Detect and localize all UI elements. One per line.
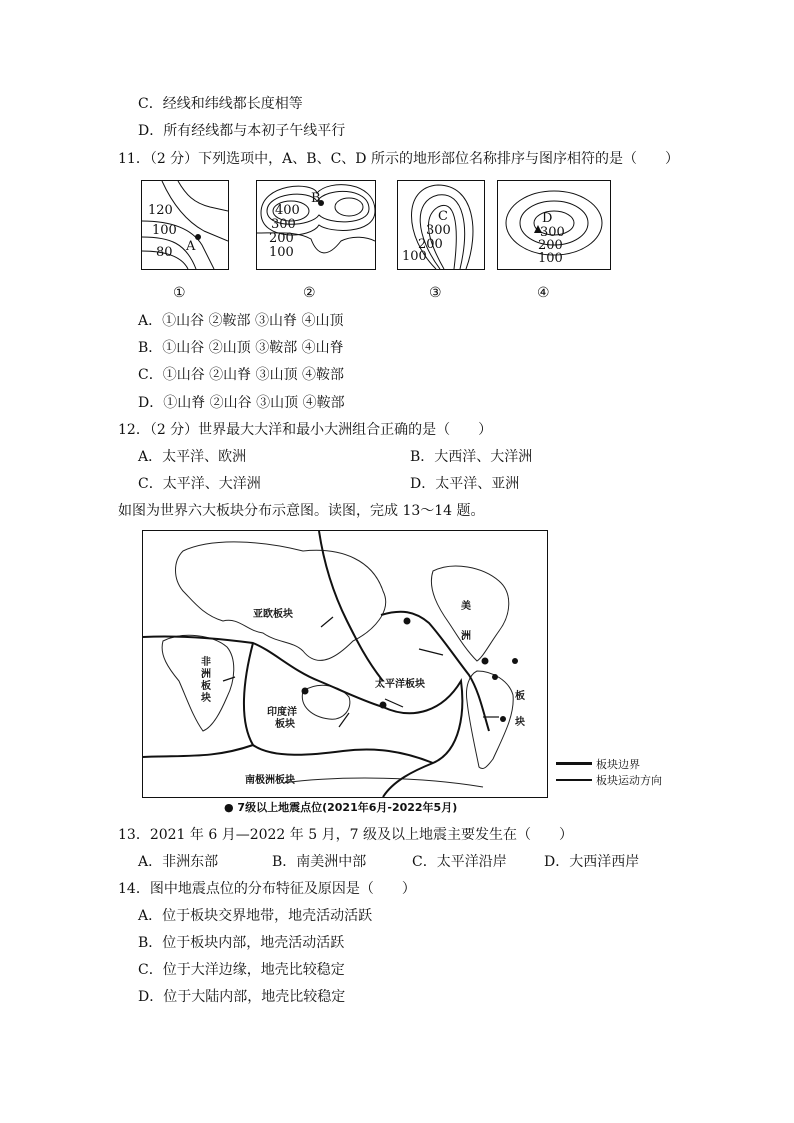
fig4-contour-100: 100 — [538, 251, 563, 266]
contour-figure-3 — [397, 180, 485, 270]
legend-boundary-label: 板块边界 — [596, 758, 640, 771]
q12-option-a: A．太平洋、欧洲 — [138, 449, 247, 465]
q14-option-b: B．位于板块内部，地壳活动活跃 — [138, 935, 345, 951]
q14-stem: 14．图中地震点位的分布特征及原因是（ ） — [118, 881, 416, 897]
african-plate-label-2: 洲 — [201, 669, 211, 680]
q12-option-b: B．大西洋、大洋洲 — [410, 449, 533, 465]
legend-motion-label: 板块运动方向 — [596, 774, 662, 787]
q11-stem: 11．（2 分）下列选项中，A、B、C、D 所示的地形部位名称排序与图序相符的是（ ） — [118, 151, 679, 167]
fig1-contour-80: 80 — [156, 245, 173, 260]
fig3-contour-300: 300 — [426, 223, 451, 238]
american-plate-label-4: 块 — [515, 717, 525, 728]
q13-option-a: A．非洲东部 — [138, 854, 219, 870]
q10-option-c: C．经线和纬线都长度相等 — [138, 96, 303, 112]
figure-label-3: ③ — [429, 285, 442, 301]
fig3-contour-200: 200 — [418, 237, 443, 252]
american-plate-label-3: 板 — [515, 691, 525, 702]
fig2-contour-200: 200 — [269, 231, 294, 246]
antarctic-plate-label: 南极洲板块 — [245, 775, 295, 786]
q13-stem: 13．2021 年 6 月—2022 年 5 月，7 级及以上地震主要发生在（ ） — [118, 827, 573, 843]
legend-motion-arrow — [556, 779, 592, 781]
q13-option-c: C．太平洋沿岸 — [412, 854, 507, 870]
q11-option-a: A．①山谷 ②鞍部 ③山脊 ④山顶 — [138, 313, 344, 329]
fig2-contour-100: 100 — [269, 245, 294, 260]
fig2-contour-400: 400 — [275, 203, 300, 218]
q13-option-b: B．南美洲中部 — [272, 854, 367, 870]
q12-option-d: D．太平洋、亚洲 — [410, 476, 520, 492]
indian-plate-label-2: 板块 — [275, 719, 295, 730]
fig4-contour-300: 300 — [540, 225, 565, 240]
q10-option-d: D．所有经线都与本初子午线平行 — [138, 123, 346, 139]
fig1-point-a: A — [186, 239, 196, 254]
figure-label-2: ② — [303, 285, 316, 301]
fig4-contour-200: 200 — [538, 238, 563, 253]
contour-figure-4 — [497, 180, 611, 270]
plate-map — [142, 530, 548, 798]
figure-label-4: ④ — [537, 285, 550, 301]
african-plate-label-3: 板 — [201, 681, 211, 692]
american-plate-label-1: 美 — [461, 601, 471, 612]
q11-option-b: B．①山谷 ②山顶 ③鞍部 ④山脊 — [138, 340, 344, 356]
legend-earthquake-label: ● 7级以上地震点位(2021年6月-2022年5月) — [224, 801, 458, 814]
contour-figure-2 — [256, 180, 376, 270]
african-plate-label-4: 块 — [201, 693, 211, 704]
indian-plate-label-1: 印度洋 — [267, 707, 297, 718]
eurasian-plate-label: 亚欧板块 — [253, 609, 293, 620]
contour-figure-1 — [141, 180, 229, 270]
american-plate-label-2: 洲 — [461, 631, 471, 642]
legend-boundary-line — [556, 762, 592, 765]
fig2-point-b: B — [311, 191, 321, 206]
fig1-contour-120: 120 — [148, 203, 173, 218]
q12-option-c: C．太平洋、大洋洲 — [138, 476, 261, 492]
q11-option-c: C．①山谷 ②山脊 ③山顶 ④鞍部 — [138, 367, 345, 383]
pacific-plate-label: 太平洋板块 — [375, 679, 425, 690]
q12-stem: 12．（2 分）世界最大大洋和最小大洲组合正确的是（ ） — [118, 422, 493, 438]
map-intro: 如图为世界六大板块分布示意图。读图，完成 13～14 题。 — [118, 503, 485, 519]
fig2-contour-300: 300 — [271, 217, 296, 232]
q14-option-c: C．位于大洋边缘，地壳比较稳定 — [138, 962, 345, 978]
q14-option-a: A．位于板块交界地带，地壳活动活跃 — [138, 908, 373, 924]
fig3-point-c: C — [438, 209, 448, 224]
african-plate-label-1: 非 — [201, 657, 211, 668]
q11-option-d: D．①山脊 ②山谷 ③山顶 ④鞍部 — [138, 395, 345, 411]
q14-option-d: D．位于大陆内部，地壳比较稳定 — [138, 989, 346, 1005]
fig1-contour-100: 100 — [152, 223, 177, 238]
fig3-contour-100: 100 — [402, 249, 427, 264]
q13-option-d: D．大西洋西岸 — [544, 854, 640, 870]
figure-label-1: ① — [173, 285, 186, 301]
fig4-point-d: D — [542, 211, 553, 226]
